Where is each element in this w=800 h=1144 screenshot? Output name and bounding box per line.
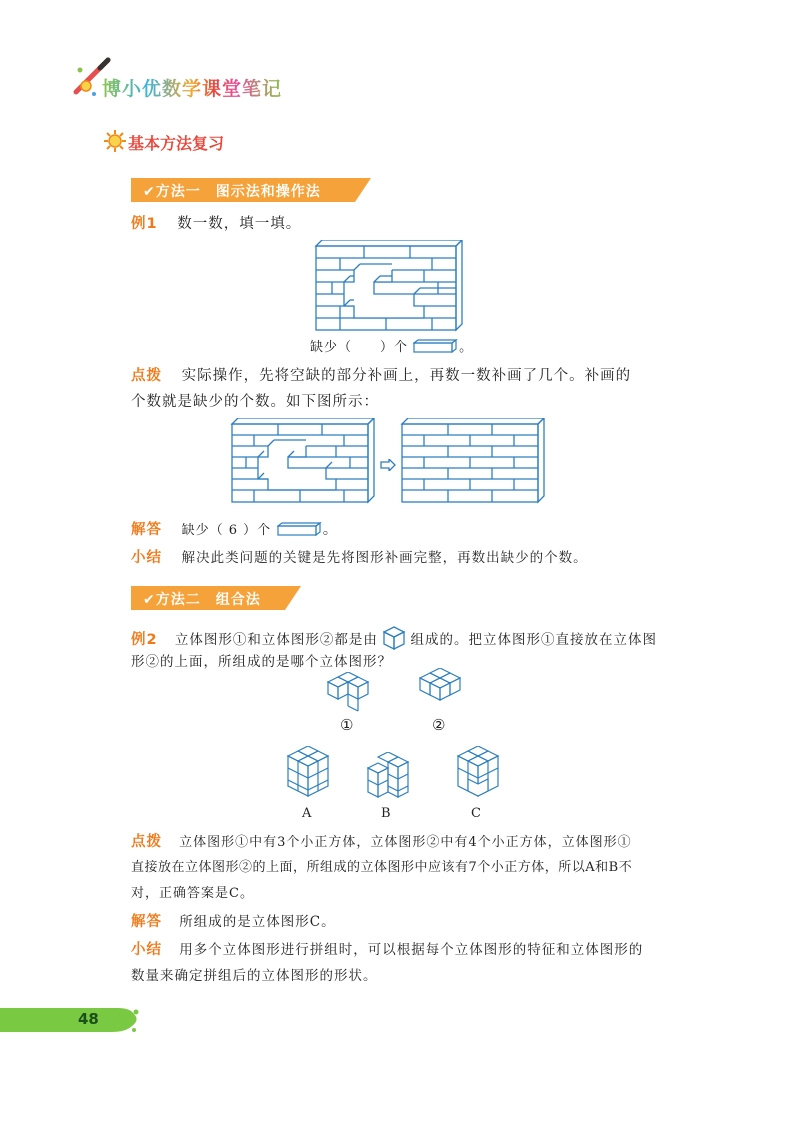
summary2-line1 bbox=[131, 938, 643, 959]
hint2-text1: 立体图形①中有3个小正方体，立体图形②中有4个小正方体，立体图形① bbox=[179, 835, 632, 850]
summary2-text2: 数量来确定拼组后的立体图形的形状。 bbox=[131, 968, 378, 984]
answer2-line bbox=[131, 910, 336, 931]
option-b-figure bbox=[366, 752, 410, 804]
summary1-line bbox=[131, 546, 588, 567]
brick-wall-with-gap bbox=[314, 240, 464, 332]
option-c-figure bbox=[456, 746, 500, 800]
summary1-label: 小结 bbox=[131, 550, 162, 566]
answer2-label: 解答 bbox=[131, 914, 162, 930]
option-a-label: A bbox=[302, 806, 312, 821]
hint2-text2: 直接放在立体图形②的上面，所组成的立体图形中应该有7个小正方体，所以A和B不 bbox=[131, 860, 633, 875]
summary2-text1: 用多个立体图形进行拼组时，可以根据每个立体图形的特征和立体图形的 bbox=[179, 942, 644, 958]
example1-line bbox=[131, 212, 301, 233]
hint1-line1 bbox=[131, 364, 631, 385]
hint2-line3 bbox=[131, 882, 254, 901]
summary1-text: 解决此类问题的关键是先将图形补画完整，再数出缺少的个数。 bbox=[181, 550, 588, 566]
option-b-label: B bbox=[381, 806, 391, 821]
logo-text: 博小优数学课堂笔记 bbox=[102, 78, 283, 100]
brick-wall-before bbox=[230, 418, 376, 504]
example1-label: 例1 bbox=[131, 216, 158, 232]
hint1-text2: 个数就是缺少的个数。如下图所示： bbox=[131, 394, 379, 410]
figure1-label: ① bbox=[340, 716, 354, 734]
hint2-line2 bbox=[131, 856, 632, 875]
method2-banner-text: ✔方法二 组合法 bbox=[143, 592, 261, 608]
brick-wall-after bbox=[400, 418, 546, 504]
cube-icon bbox=[383, 626, 405, 650]
method1-banner bbox=[131, 178, 371, 202]
brick-icon bbox=[413, 339, 459, 353]
example1-text: 数一数，填一填。 bbox=[177, 216, 302, 232]
page-number: 48 bbox=[78, 1010, 99, 1028]
sun-icon bbox=[104, 130, 126, 152]
option-a-figure bbox=[286, 746, 330, 800]
example2-text-b: 组成的。把立体图形①直接放在立体图 bbox=[410, 632, 657, 648]
solid-figure-2 bbox=[418, 668, 462, 710]
answer1-text: 缺少（ 6 ）个 bbox=[181, 523, 272, 538]
summary2-label: 小结 bbox=[131, 942, 162, 958]
hint2-text3: 对，正确答案是C。 bbox=[131, 886, 254, 901]
hint1-label: 点拨 bbox=[131, 368, 162, 384]
example2-text2: 形②的上面，所组成的是哪个立体图形？ bbox=[131, 654, 392, 670]
hint1-text1: 实际操作，先将空缺的部分补画上，再数一数补画了几个。补画的 bbox=[181, 368, 632, 384]
section-title-text: 基本方法复习 bbox=[128, 134, 225, 153]
example2-text-a: 立体图形①和立体图形②都是由 bbox=[174, 632, 378, 648]
caption-text: 缺少（ ）个 bbox=[310, 340, 409, 355]
figure2-label: ② bbox=[432, 716, 446, 734]
option-c-label: C bbox=[471, 806, 481, 821]
hint2-label: 点拨 bbox=[131, 834, 162, 850]
solid-figure-1 bbox=[326, 672, 370, 712]
method2-banner bbox=[131, 586, 301, 610]
example1-caption: 缺少（ ）个 。 bbox=[310, 340, 474, 355]
arrow-right-icon bbox=[380, 459, 396, 471]
example2-line1 bbox=[131, 626, 657, 650]
summary2-line2 bbox=[131, 964, 378, 984]
answer2-text: 所组成的是立体图形C。 bbox=[179, 914, 336, 930]
hint1-line2 bbox=[131, 390, 379, 411]
answer1-line: 解答 缺少（ 6 ）个 。 bbox=[131, 522, 339, 538]
answer1-label: 解答 bbox=[131, 522, 162, 538]
method1-banner-text: ✔方法一 图示法和操作法 bbox=[143, 184, 321, 200]
example2-label: 例2 bbox=[131, 632, 158, 648]
footer-leaf-shape bbox=[0, 1004, 140, 1034]
example2-line2 bbox=[131, 650, 392, 670]
brick-icon bbox=[277, 522, 323, 536]
header-logo bbox=[70, 52, 330, 102]
page-number-tab bbox=[0, 1004, 140, 1034]
hint2-line1 bbox=[131, 830, 632, 851]
